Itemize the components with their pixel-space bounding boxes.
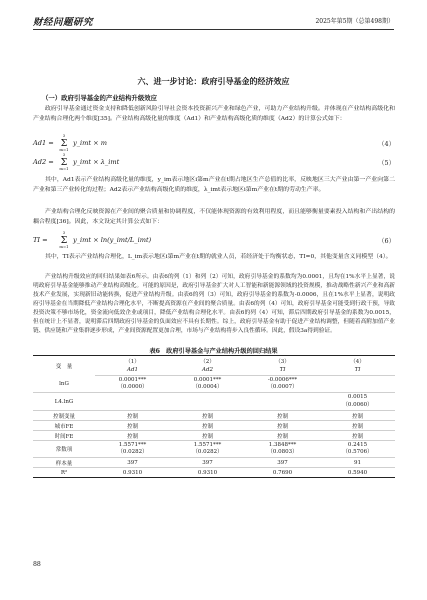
row-label: R² bbox=[33, 468, 95, 478]
section-title: 六、进一步讨论：政府引导基金的经济效应 bbox=[137, 76, 290, 86]
paragraph-text: 其中，Ad1表示产业结构高级化量的维度，y_im表示地区i第m产业在t期占地区生产总值的比率，反映地区三大产业由第一产业向第二产业和第三产业转化的过程；Ad2表示产业结构高级化质的维度，λ_imt表示地区i第m产业在t期的劳动生产率。 bbox=[33, 177, 395, 194]
table-cell: 控制 bbox=[245, 431, 320, 441]
table-cell: 0.0001*** （0.0000） bbox=[95, 376, 170, 393]
equation-lhs: Ad1 = bbox=[33, 139, 54, 147]
row-label: lnG bbox=[33, 376, 95, 393]
table-cell: 控制 bbox=[170, 431, 245, 441]
table-cell: 控制 bbox=[95, 431, 170, 441]
page-number: 88 bbox=[33, 561, 41, 568]
paragraph-ti-definition bbox=[33, 252, 395, 262]
table-row-lng bbox=[33, 376, 395, 393]
paragraph-ti-intro bbox=[33, 207, 395, 228]
equation-number: （5） bbox=[378, 159, 395, 167]
paragraph-ad-definition bbox=[33, 175, 395, 196]
journal-title: 财经问题研究 bbox=[33, 17, 94, 28]
table-cell: 控制 bbox=[95, 411, 170, 421]
table-cell: 0.7690 bbox=[245, 468, 320, 478]
row-label: 城市FE bbox=[33, 421, 95, 431]
equation-ti bbox=[33, 232, 395, 250]
paragraph-text: 产业结构升级效应的回归结果如表6所示。由表6的列（1）和列（2）可知，政府引导基金的系数均为0.0001，且均在1%水平上显著，说明政府引导基金能够推动产业结构高级化。可能的原因是，政府引导基金扩大对人工智能和新能源领域的投资规模，推动战略性新兴产业和高新技术产业发展，实现新旧动能转换，促进产业结构升级。由表6的列（3）可知，政府引导基金的系数为-0.0006，且在1%水平上显著，说明政府引导基金在当期降低产业结构合理化水平，不断提高资源在产业间的聚合质量。由表6的列（4）可知，政府引导基金可能受到行政干预，导致投资决策不够市场化，资金流向低效企业或项目，降低产业结构合理化水平。由表6的列（4）可知，滞后四期政府引导基金的系数为0.0015，但在统计上不显著，说明滞后四期政府引导基金的负面效应不具有长期性。综上，政府引导基金有助于促进产业结构调整，但随着高附加值产业链、供应链和产业集群逐步形成，产业间资源配置更加合理，市场与产业结构将步入良性循环。因此，假设3a得到验证。 bbox=[33, 274, 395, 334]
table-cell: 1.5571*** （0.0282） bbox=[95, 441, 170, 458]
paragraph-text: 政府引导基金通过资金支持和降低创新风险引导社会资本投资新兴产业和绿色产业，可助力产业结构升级。并体现在产业结构高级化和产业结构合理化两个维度[35]。产业结构高级化量的维度（Ad1）和产业结构高级化质的维度（Ad2）的计算公式如下： bbox=[33, 106, 395, 123]
table-row-time-fe bbox=[33, 431, 395, 441]
table-cell: 91 bbox=[320, 458, 395, 468]
table-cell: 控制 bbox=[170, 411, 245, 421]
row-label: 样本量 bbox=[33, 458, 95, 468]
issue-info: 2025年第5期（总第498期） bbox=[315, 18, 394, 25]
equation-number: （4） bbox=[378, 140, 395, 148]
column-number: （3） bbox=[245, 356, 320, 366]
summation-symbol: 3 Σ m=1 bbox=[59, 133, 69, 152]
table-cell: 0.0001*** （0.0004） bbox=[170, 376, 245, 393]
subsection-title: （一）政府引导基金的产业结构升级效应 bbox=[42, 94, 158, 102]
table-cell: 1.3848*** （0.0803） bbox=[245, 441, 320, 458]
paragraph-intro bbox=[33, 104, 395, 125]
table-cell bbox=[170, 393, 245, 411]
table-cell: 0.2415 （0.5706） bbox=[320, 441, 395, 458]
equation-number: （6） bbox=[378, 237, 395, 245]
equation-rhs: y_imt × ln(y_imt/L_imt) bbox=[73, 236, 152, 244]
row-label: 控制变量 bbox=[33, 411, 95, 421]
table-cell: 控制 bbox=[320, 431, 395, 441]
table-row-controls bbox=[33, 411, 395, 421]
table-cell bbox=[320, 376, 395, 393]
table-cell: 控制 bbox=[245, 411, 320, 421]
table-cell bbox=[95, 393, 170, 411]
header-divider bbox=[33, 29, 394, 30]
table-cell: 397 bbox=[245, 458, 320, 468]
equation-rhs: y_imt × λ_imt bbox=[73, 158, 120, 166]
table-cell bbox=[245, 393, 320, 411]
table-row-l4-lng bbox=[33, 393, 395, 411]
table-cell: 1.5571*** （0.0282） bbox=[170, 441, 245, 458]
row-label: 时间FE bbox=[33, 431, 95, 441]
table-caption: 表6 政府引导基金与产业结构升级的回归结果 bbox=[149, 348, 278, 355]
table-cell: 控制 bbox=[245, 421, 320, 431]
table-cell: 0.9310 bbox=[95, 468, 170, 478]
column-number: （4） bbox=[320, 356, 395, 366]
table-cell: 控制 bbox=[320, 421, 395, 431]
row-label: L4.lnG bbox=[33, 393, 95, 411]
equation-lhs: TI = bbox=[33, 236, 48, 244]
column-dependent-variable: TI bbox=[245, 366, 320, 376]
table-header-row bbox=[33, 356, 395, 366]
table-cell: 0.5940 bbox=[320, 468, 395, 478]
paragraph-results bbox=[33, 273, 395, 336]
row-label: 常数项 bbox=[33, 441, 95, 458]
stub-header: 变 量 bbox=[33, 356, 95, 376]
table-cell: 397 bbox=[170, 458, 245, 468]
column-number: （1） bbox=[95, 356, 170, 366]
table-cell: 0.9310 bbox=[170, 468, 245, 478]
table-row-constant bbox=[33, 441, 395, 458]
paragraph-text: 其中，TI表示产业结构合理化，L_im表示地区i第m产业在t期的就业人员，若经济处于均衡状态，TI=0，其他变量含义同模型（4）。 bbox=[45, 254, 392, 260]
equation-rhs: y_imt × m bbox=[73, 139, 108, 147]
table-cell: 控制 bbox=[170, 421, 245, 431]
summation-symbol: 3 Σ m=1 bbox=[59, 152, 69, 171]
summation-symbol: 3 Σ m=1 bbox=[59, 230, 69, 249]
table-cell: 控制 bbox=[320, 411, 395, 421]
column-dependent-variable: Ad2 bbox=[170, 366, 245, 376]
equation-ad2 bbox=[33, 154, 395, 172]
page-header bbox=[33, 14, 394, 27]
table-row-city-fe bbox=[33, 421, 395, 431]
paragraph-text: 产业结构合理化反映资源在产业间的聚合质量和协调程度，不仅能体现资源的有效利用程度，而且能够衡量要素投入结构和产出结构的耦合程度[36]。因此，本文设定其计算公式如下： bbox=[33, 209, 395, 226]
equation-lhs: Ad2 = bbox=[33, 158, 54, 166]
column-dependent-variable: Ad1 bbox=[95, 366, 170, 376]
equation-ad1 bbox=[33, 135, 395, 153]
table-row-sample-size bbox=[33, 458, 395, 468]
table-row-r-squared bbox=[33, 468, 395, 478]
table-cell: 397 bbox=[95, 458, 170, 468]
table-cell: 控制 bbox=[95, 421, 170, 431]
regression-table bbox=[33, 355, 395, 478]
column-number: （2） bbox=[170, 356, 245, 366]
table-cell: -0.0006*** （0.0007） bbox=[245, 376, 320, 393]
table-cell: 0.0015 （0.0060） bbox=[320, 393, 395, 411]
column-dependent-variable: TI bbox=[320, 366, 395, 376]
